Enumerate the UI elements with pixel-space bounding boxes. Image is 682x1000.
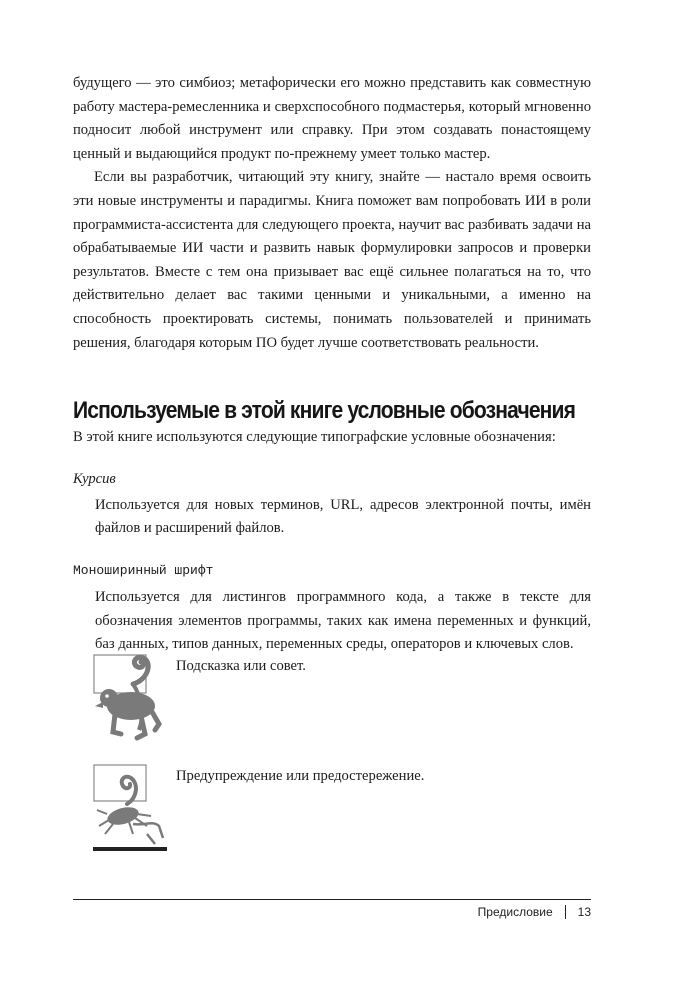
lemur-icon [93,654,173,744]
scorpion-icon [93,764,173,854]
term-monospace: Моноширинный шрифт [73,562,214,578]
term-italic-desc: Используется для новых терминов, URL, адресов электронной почты, имён файлов и расширений файлов. [95,496,591,537]
section-intro: В этой книге используются следующие типографские условные обозначения: [73,429,556,446]
footer-separator [565,905,566,919]
page-footer [478,905,591,919]
warning-text: Предупреждение или предостережение. [176,768,425,784]
section-heading: Используемые в этой книге условные обозначения [73,397,576,425]
paragraph-2: Если вы разработчик, читающий эту книгу, знайте — настало время освоить эти новые инструменты и парадигмы. Книга поможет вам попробовать ИИ в роли программиста-ассистента для следующего проекта, научит вас разбивать задачи на обрабатываемые ИИ части и развить навык формулировки запросов и проверки результатов. Вместе с тем она призывает вас ещё сильнее полагаться на то, что действительно делает вас такими ценными и уникальными, а именно на способность проектировать системы, понимать пользователей и принимать решения, благодаря которым ПО будет лучше соответствовать реальности. [73,169,591,351]
term-monospace-desc: Используется для листингов программного кода, а также в тексте для обозначения элементов программы, таких как имена переменных и функций, баз данных, типов данных, переменных среды, операторов и ключевых слов. [95,588,591,653]
term-italic: Курсив [73,470,116,487]
footer-section-title: Предисловие [477,905,553,919]
warning-note [73,764,593,864]
tip-note [73,654,593,754]
page-content [73,72,591,657]
tip-text: Подсказка или совет. [176,658,306,674]
page-number: 13 [577,905,591,919]
conventions-list [73,468,591,657]
footer-rule [73,899,591,900]
paragraph-1: будущего — это симбиоз; метафорически его можно представить как совместную работу мастера-ремесленника и сверхспособного подмастерья, который мгновенно подносит любой инструмент или справку. При этом создавать понастоящему ценный и выдающийся продукт по-прежнему умеет только мастер. [73,75,591,162]
